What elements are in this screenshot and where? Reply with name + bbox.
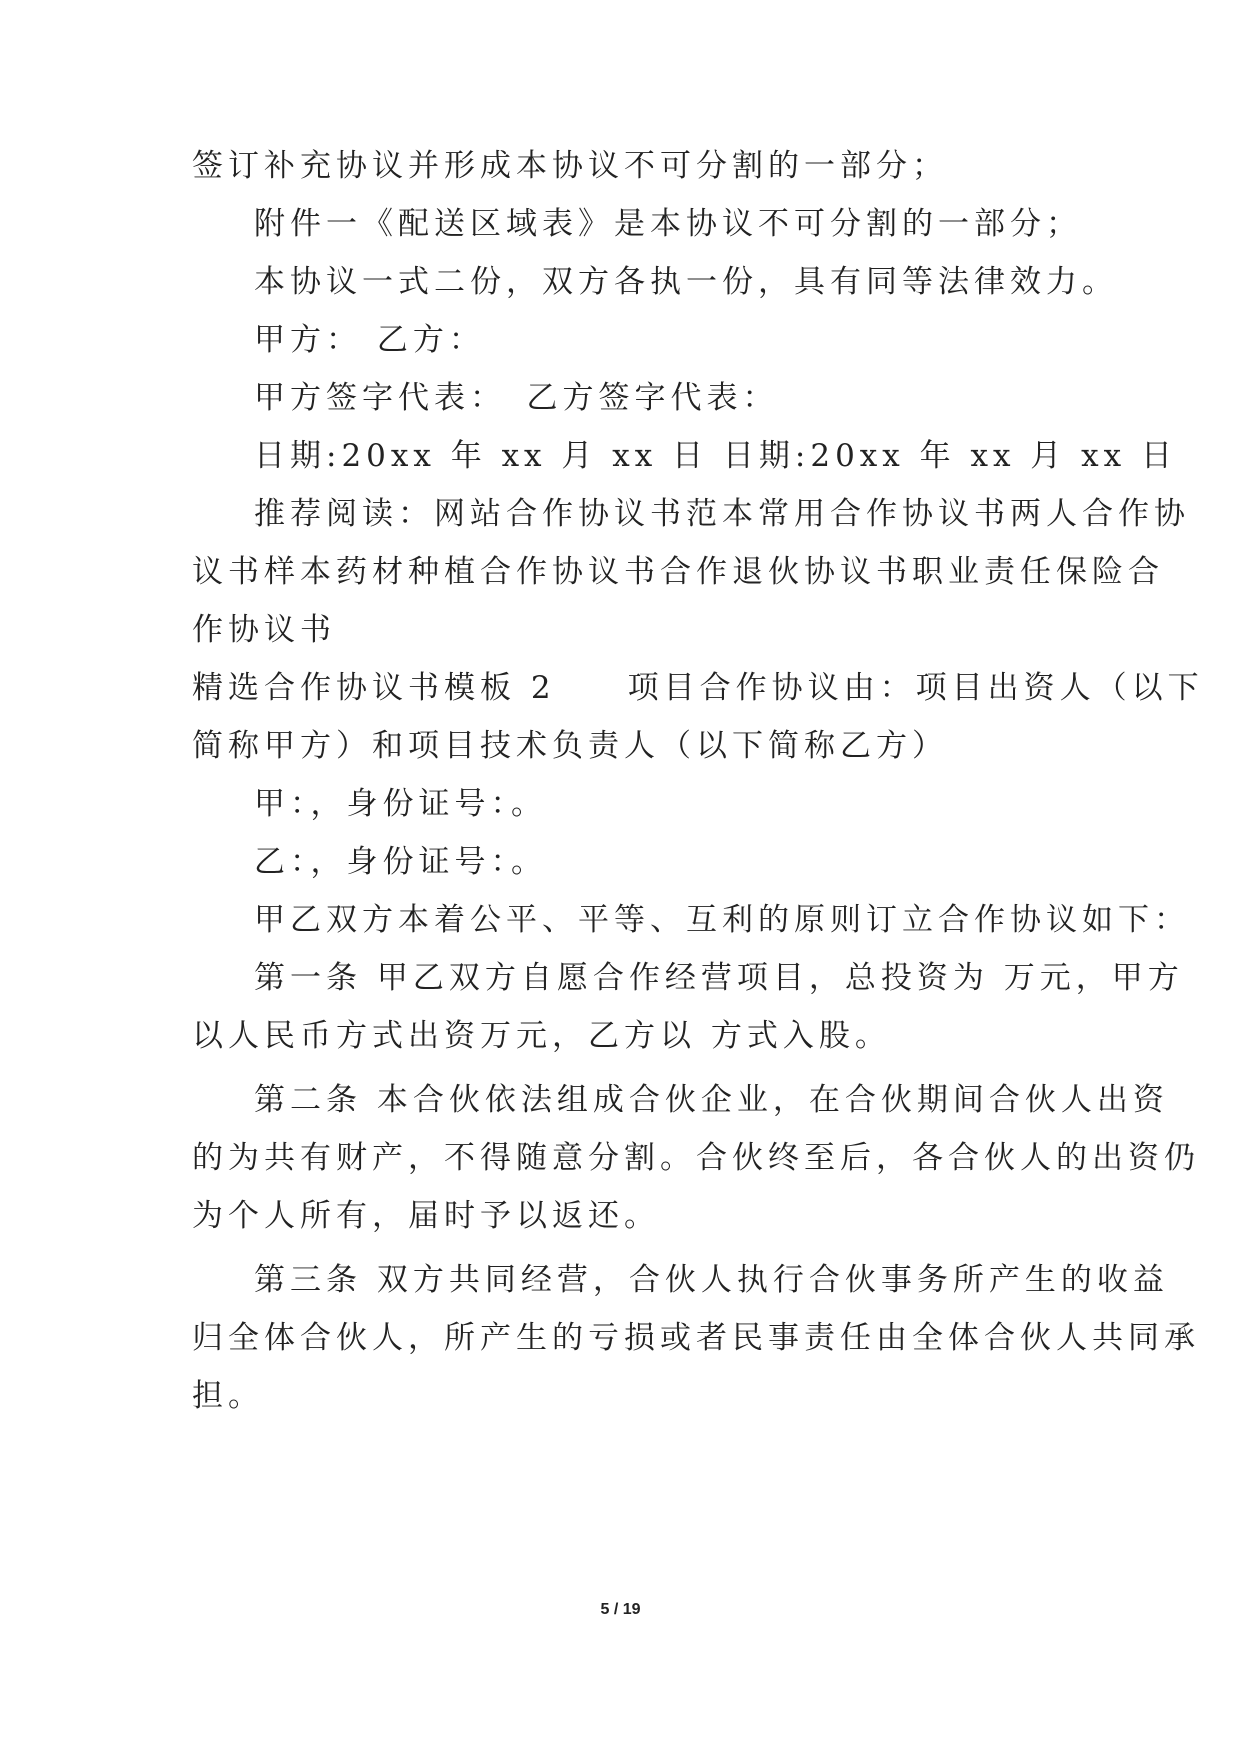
paragraph-line: 作协议书 [192,612,336,648]
paragraph-line: 担。 [192,1378,264,1414]
paragraph-line: 甲乙双方本着公平、平等、互利的原则订立合作协议如下： [254,902,1190,938]
paragraph-line: 附件一《配送区域表》是本协议不可分割的一部分； [254,206,1082,242]
paragraph-line: 第二条 本合伙依法组成合伙企业，在合伙期间合伙人出资 [254,1082,1169,1118]
paragraph-line: 签订补充协议并形成本协议不可分割的一部分； [192,148,948,184]
paragraph-line: 甲方： 乙方： [254,322,485,358]
paragraph-line: 第一条 甲乙双方自愿合作经营项目，总投资为 万元，甲方 [254,960,1184,996]
page-number: 5 / 19 [600,1601,641,1618]
paragraph-line: 甲：，身份证号：。 [254,786,547,822]
paragraph-line: 第三条 双方共同经营，合伙人执行合伙事务所产生的收益 [254,1262,1169,1298]
paragraph-line: 以人民币方式出资万元，乙方以 方式入股。 [192,1018,891,1054]
paragraph-line: 日期:20xx 年 xx 月 xx 日 日期:20xx 年 xx 月 xx 日 [254,438,1177,474]
paragraph-line: 为个人所有，届时予以返还。 [192,1198,660,1234]
paragraph-line: 甲方签字代表： 乙方签字代表： [254,380,779,416]
paragraph-line: 乙：，身份证号：。 [254,844,547,880]
paragraph-line: 本协议一式二份，双方各执一份，具有同等法律效力。 [254,264,1118,300]
paragraph-line: 议书样本药材种植合作协议书合作退伙协议书职业责任保险合 [192,554,1164,590]
paragraph-line: 推荐阅读：网站合作协议书范本常用合作协议书两人合作协 [254,496,1190,532]
paragraph-line: 归全体合伙人，所产生的亏损或者民事责任由全体合伙人共同承 [192,1320,1200,1356]
section-heading-line: 精选合作协议书模板 2 项目合作协议由：项目出资人（以下 [192,670,1204,706]
paragraph-line: 简称甲方）和项目技术负责人（以下简称乙方） [192,728,948,764]
paragraph-line: 的为共有财产，不得随意分割。合伙终至后，各合伙人的出资仍 [192,1140,1200,1176]
